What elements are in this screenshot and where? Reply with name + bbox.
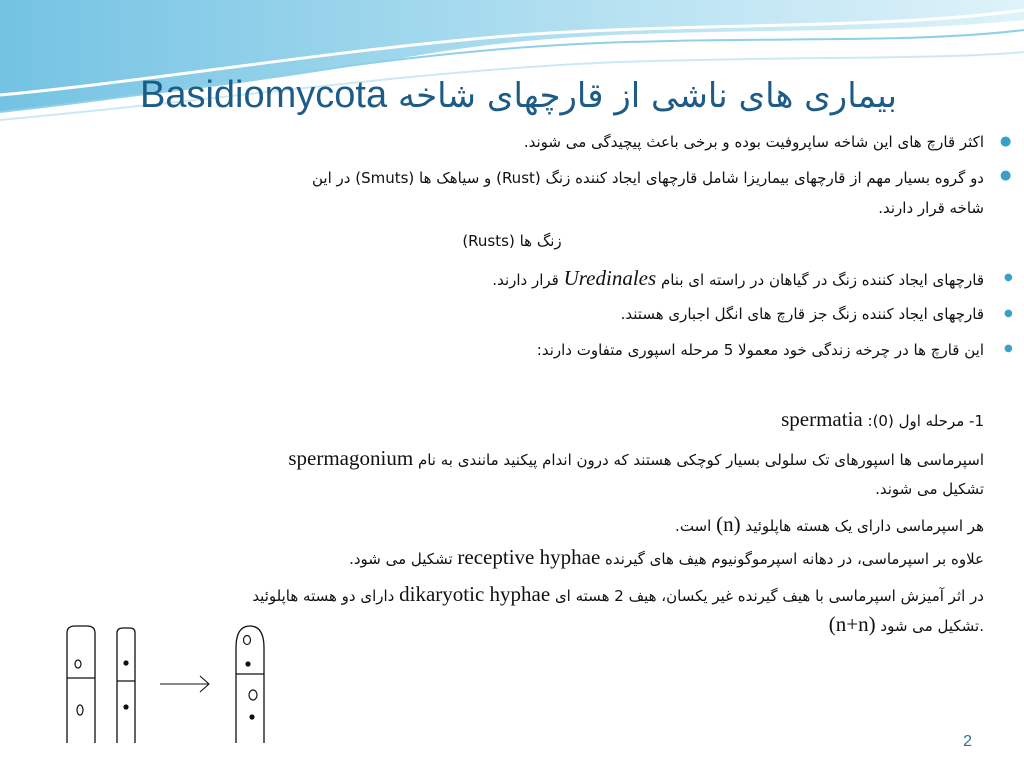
p2-latin: (n) — [716, 512, 741, 536]
rust-bullet-3: این قارچ ها در چرخه زندگی خود معمولا 5 مرحله اسپوری متفاوت دارند: — [536, 341, 984, 359]
bullet-dot-icon: ● — [1000, 168, 1012, 183]
nucleus-dot — [123, 704, 128, 709]
nucleus-dot — [249, 714, 254, 719]
nucleus-outline — [244, 636, 251, 645]
p3-a: علاوه بر اسپرماسی، در دهانه اسپرموگونیوم هیف های گیرنده — [605, 550, 984, 568]
rust-bullet-1-b: قرار دارند. — [492, 271, 559, 289]
hyphae-fusion-diagram — [55, 618, 285, 748]
nucleus-outline — [75, 660, 81, 668]
p5-latin: (n+n) — [828, 612, 876, 636]
order-name: Uredinales — [563, 266, 657, 290]
bullet-dot-icon: ● — [1004, 343, 1013, 354]
p4-a: در اثر آمیزش اسپرماسی با هیف گیرنده غیر یکسان، هیف 2 هسته ای — [554, 587, 984, 605]
rust-bullet-1 — [492, 266, 984, 292]
nucleus-dot — [123, 660, 128, 665]
p3-latin: receptive hyphae — [457, 545, 601, 569]
slide-title — [140, 74, 897, 117]
hypha-cell-left-1 — [67, 626, 95, 743]
page-number: 2 — [963, 733, 972, 750]
paragraph-4-cont — [829, 612, 984, 638]
paragraph-1-cont: تشکیل می شوند. — [875, 480, 984, 498]
paragraph-2 — [675, 512, 984, 538]
bullet-dot-icon: ● — [1004, 272, 1013, 283]
paragraph-3 — [349, 545, 984, 571]
right-arrow-icon — [160, 676, 209, 692]
bullet-dot-icon: ● — [1000, 134, 1012, 149]
stage-heading — [781, 407, 984, 433]
p2-a: هر اسپرماسی دارای یک هسته هاپلوئید — [745, 517, 984, 535]
p1-latin: spermagonium — [288, 446, 414, 470]
p4-b: دارای دو هسته هاپلوئید — [252, 587, 395, 605]
nucleus-outline — [249, 690, 257, 700]
p1-a: اسپرماسی ها اسپورهای تک سلولی بسیار کوچکی هستند که درون اندام پیکنید مانندی به نام — [417, 451, 984, 469]
title-latin: Basidiomycota — [140, 74, 388, 116]
p5-b: تشکیل می شود. — [880, 617, 984, 635]
nucleus-outline — [77, 705, 83, 715]
bullet-text-2: دو گروه بسیار مهم از قارچهای بیماریزا شامل قارچهای ایجاد کننده زنگ (Rust) و سیاهک ها (Smuts) در این — [312, 169, 984, 187]
paragraph-4 — [252, 582, 984, 608]
p4-latin: dikaryotic hyphae — [399, 582, 551, 606]
bullet-dot-icon: ● — [1004, 308, 1013, 319]
rust-bullet-1-a: قارچهای ایجاد کننده زنگ در گیاهان در راسته ای بنام — [660, 271, 984, 289]
rust-bullet-2: قارچهای ایجاد کننده زنگ جز قارچ های انگل اجباری هستند. — [620, 305, 984, 323]
p2-b: است. — [675, 517, 712, 535]
bullet-text-1: اکثر قارچ های این شاخه ساپروفیت بوده و برخی باعث پیچیدگی می شوند. — [523, 133, 984, 151]
hypha-cell-dikaryotic — [236, 626, 264, 743]
stage-heading-latin: spermatia — [781, 407, 863, 431]
rusts-heading: زنگ ها (Rusts) — [462, 232, 562, 250]
bullet-text-2-cont: شاخه قرار دارند. — [878, 199, 984, 217]
title-persian: بیماری های ناشی از قارچهای شاخه — [397, 76, 897, 116]
paragraph-1 — [288, 446, 984, 472]
nucleus-dot — [245, 661, 250, 666]
stage-heading-text: 1- مرحله اول (0): — [867, 412, 984, 430]
hypha-cell-left-2 — [117, 628, 135, 743]
p3-b: تشکیل می شود. — [349, 550, 453, 568]
